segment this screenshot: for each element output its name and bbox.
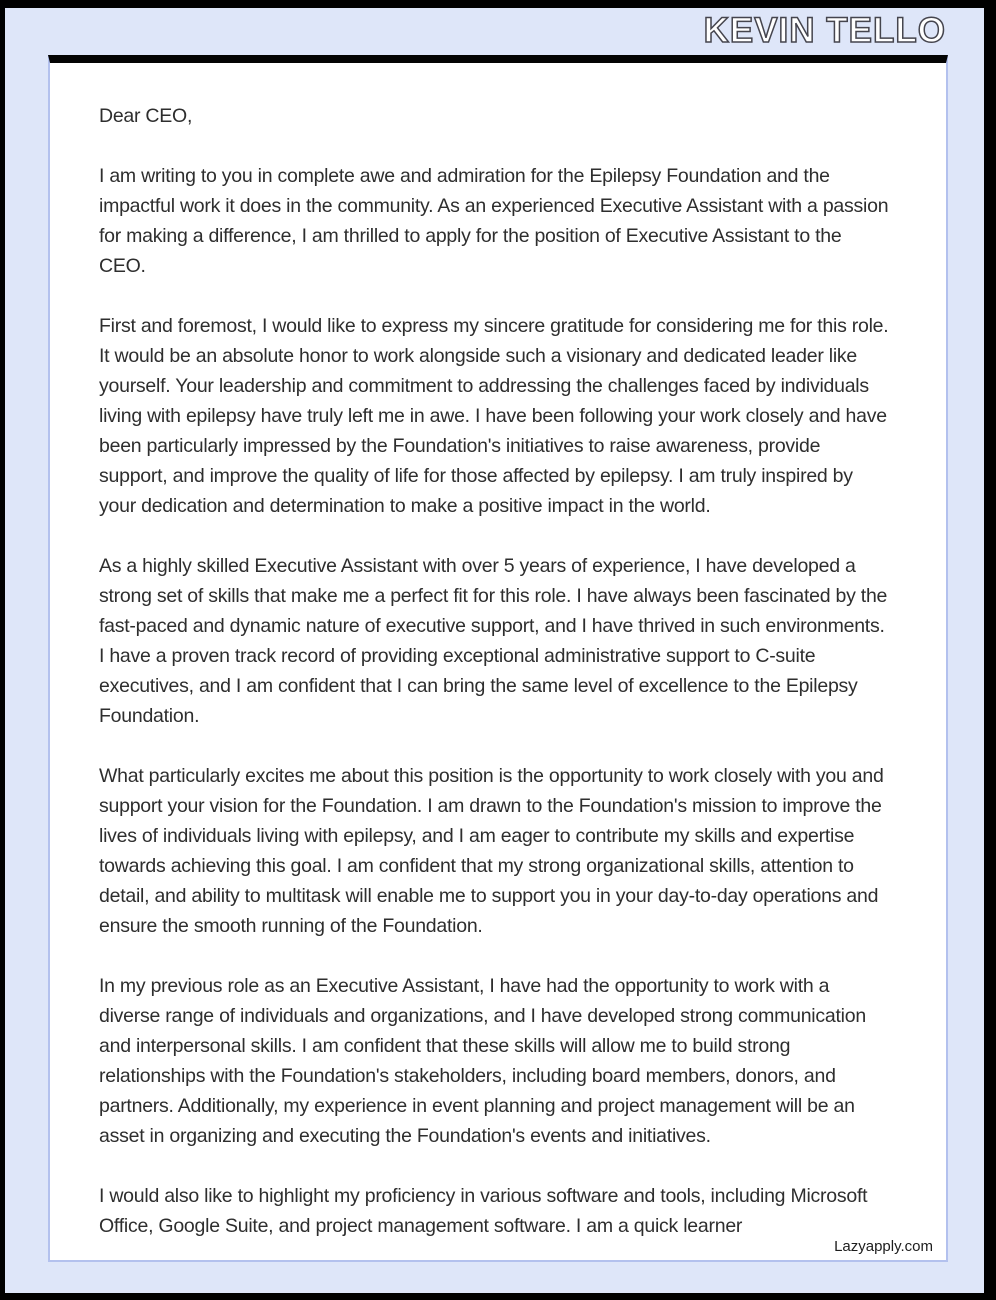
cover-letter-sheet	[48, 55, 948, 1262]
letter-paragraph: In my previous role as an Executive Assistant, I have had the opportunity to work with a diverse range of individuals and organizations, and I have developed strong communication and interpersonal skills. I am confident that these skills will allow me to build strong relationships with the Foundation's stakeholders, including board members, donors, and partners. Additionally, my experience in event planning and project management will be an asset in organizing and executing the Foundation's events and initiatives.	[99, 975, 866, 1147]
letter-paragraph: What particularly excites me about this position is the opportunity to work closely with you and support your vision for the Foundation. I am drawn to the Foundation's mission to improve the lives of individuals living with epilepsy, and I am eager to contribute my skills and expertise towards achieving this goal. I am confident that my strong organizational skills, attention to detail, and ability to multitask will enable me to support you in your day-to-day operations and ensure the smooth running of the Foundation.	[99, 765, 884, 937]
lazyapply-watermark-link[interactable]: Lazyapply.com	[834, 1238, 933, 1255]
letter-paragraph: As a highly skilled Executive Assistant with over 5 years of experience, I have developed a strong set of skills that make me a perfect fit for this role. I have always been fascinated by the fast-paced and dynamic nature of executive support, and I have thrived in such environments. I have a proven track record of providing exceptional administrative support to C-suite executives, and I am confident that I can bring the same level of excellence to the Epilepsy Foundation.	[99, 555, 888, 727]
author-name: KEVIN TELLO	[703, 11, 946, 50]
greeting: Dear CEO,	[99, 105, 193, 127]
letter-paragraph: I would also like to highlight my proficiency in various software and tools, including Microsoft Office, Google Suite, and project management software. I am a quick learner	[99, 1185, 868, 1237]
letter-paragraph: I am writing to you in complete awe and admiration for the Epilepsy Foundation and the impactful work it does in the community. As an experienced Executive Assistant with a passion for making a difference, I am thrilled to apply for the position of Executive Assistant to the CEO.	[99, 165, 889, 277]
letter-body	[50, 63, 946, 1241]
letter-paragraph: First and foremost, I would like to express my sincere gratitude for considering me for this role. It would be an absolute honor to work alongside such a visionary and dedicated leader like yourself. Your leadership and commitment to addressing the challenges faced by individuals living with epilepsy have truly left me in awe. I have been following your work closely and have been particularly impressed by the Foundation's initiatives to raise awareness, provide support, and improve the quality of life for those affected by epilepsy. I am truly inspired by your dedication and determination to make a positive impact in the world.	[99, 315, 889, 517]
